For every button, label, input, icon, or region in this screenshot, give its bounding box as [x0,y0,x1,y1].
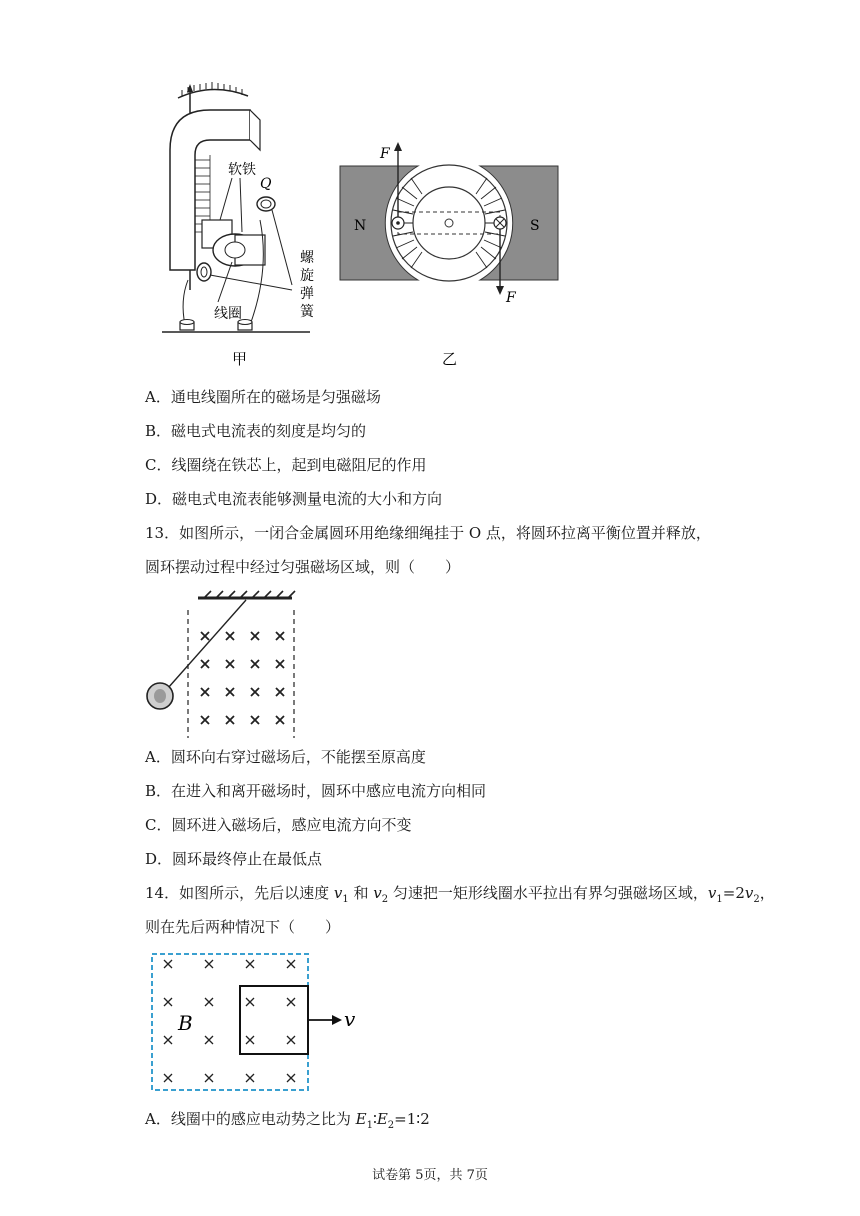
label-spring-1: 螺 [300,250,314,266]
figure-q13-pendulum [140,588,310,740]
label-F-top: F [380,146,390,162]
q13-stem-line2: 圆环摆动过程中经过匀强磁场区域，则（ ） [145,558,461,576]
label-spring-3: 弹 [300,286,314,302]
page-footer: 试卷第 5页，共 7页 [372,1168,488,1183]
label-ruantie: 软铁 [228,162,256,178]
label-xianquan: 线圈 [214,306,242,322]
q14-stem-line1: 14．如图所示，先后以速度 $v_1$ 和 $v_2$ 匀速把一矩形线圈水平拉出有界匀强磁场区域，$v_1=2v_2$， [145,884,775,905]
label-F-bottom: F [506,290,516,306]
label-Q: Q [260,176,272,192]
figure-q14-coil-field [146,948,366,1096]
label-S: S [530,218,540,234]
figure-yi-radial-field [336,140,562,376]
q12-option-a: A．通电线圈所在的磁场是匀强磁场 [145,388,381,406]
label-B: B [178,1011,193,1035]
q14-option-a: A．线圈中的感应电动势之比为 $E_1∶E_2=1∶2$ [145,1110,430,1131]
q13-option-d: D．圆环最终停止在最低点 [145,850,323,868]
q13-option-a: A．圆环向右穿过磁场后，不能摆至原高度 [145,748,426,766]
label-v: v [344,1007,356,1031]
q14-stem-line2: 则在先后两种情况下（ ） [145,918,341,936]
q13-stem-line1: 13．如图所示，一闭合金属圆环用绝缘细绳挂于 O 点，将圆环拉离平衡位置并释放， [145,524,711,542]
q12-option-b: B．磁电式电流表的刻度是均匀的 [145,422,367,440]
q13-option-c: C．圆环进入磁场后，感应电流方向不变 [145,816,412,834]
label-N: N [354,218,367,234]
q12-option-c: C．线圈绕在铁芯上，起到电磁阻尼的作用 [145,456,427,474]
caption-jia: 甲 [232,350,248,368]
caption-yi: 乙 [442,350,458,368]
label-spring-4: 簧 [300,304,314,320]
figure-jia-galvanometer [160,80,330,375]
q13-option-b: B．在进入和离开磁场时，圆环中感应电流方向相同 [145,782,487,800]
q12-option-d: D．磁电式电流表能够测量电流的大小和方向 [145,490,443,508]
label-spring-2: 旋 [300,268,314,284]
